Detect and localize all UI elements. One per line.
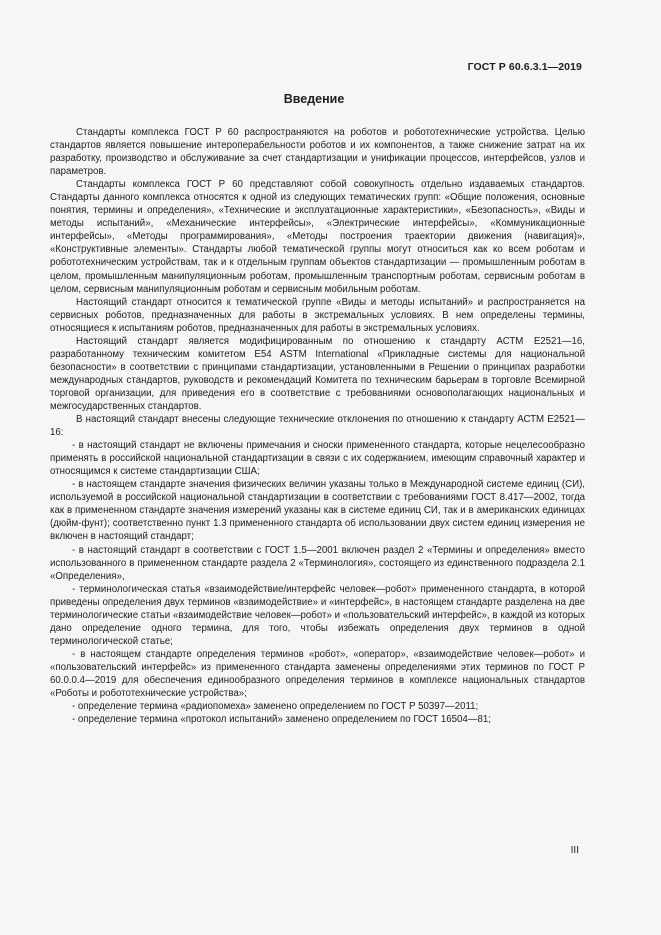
deviation-item: - определение термина «протокол испытаний» заменено определением по ГОСТ 16504—81;: [72, 714, 491, 726]
deviation-item: - в настоящий стандарт не включены примечания и сноски примененного стандарта, которые нецелесообразно применять в российской национальной стандартизации в связи с их содержанием, имеющим справочный характер и относящимся к системе стандартизации США;: [50, 440, 585, 478]
section-title: Введение: [283, 92, 345, 106]
section-body: [50, 126, 585, 726]
page-number: III: [570, 845, 579, 856]
deviation-item: - в настоящем стандарте значения физических величин указаны только в Международной системе единиц (СИ), используемой в российской национальной стандартизации в соответствии с требованиями ГОСТ 8.417—2002, тогда как в примененном стандарте значения измерений указаны как в системе единиц СИ, так и в американских единицах (дюйм-фунт); соответственно пункт 1.3 примененного стандарта об использовании двух систем единиц измерения не включен в настоящий стандарт;: [50, 479, 585, 543]
document-code: ГОСТ Р 60.6.3.1—2019: [467, 61, 582, 73]
paragraph: Настоящий стандарт является модифицированным по отношению к стандарту АСТМ E2521—16, разработанному техническим комитетом E54 ASTM International «Прикладные системы для национальной безопасности» в соответствии с принципами стандартизации, установленными в Решении о принципах разработки международных стандартов, руководств и рекомендаций Комитета по техническим барьерам в торговле Всемирной торговой организации, для приведения его в соответствие с требованиями основополагающих национальных и межгосударственных стандартов.: [50, 335, 585, 412]
deviation-item: - в настоящий стандарт в соответствии с ГОСТ 1.5—2001 включен раздел 2 «Термины и определения» вместо использованного в примененном стандарте раздела 2 «Терминология», состоящего из единственного подраздела 2.1 «Определения»,: [50, 544, 585, 582]
paragraph: Стандарты комплекса ГОСТ Р 60 представляют собой совокупность отдельно издаваемых стандартов. Стандарты данного комплекса относятся к одной из следующих тематических групп: «Общие положения, основные понятия, термины и определения», «Технические и эксплуатационные характеристики», «Безопасность», «Виды и методы испытаний», «Механические интерфейсы», «Электрические интерфейсы», «Коммуникационные интерфейсы», «Методы программирования», «Методы построения траектории движения (навигация)», «Конструктивные элементы». Стандарты любой тематической группы могут относиться как ко всем роботам и робототехническим устройствам, так и к отдельным группам объектов стандартизации — промышленным роботам в целом, промышленным манипуляционным роботам, промышленным транспортным роботам, сервисным роботам в целом, сервисным манипуляционным роботам и сервисным мобильным роботам.: [50, 179, 585, 295]
deviation-item: - определение термина «радиопомеха» заменено определением по ГОСТ Р 50397—2011;: [72, 701, 479, 713]
deviation-item: - в настоящем стандарте определения терминов «робот», «оператор», «взаимодействие человек—робот» и «пользовательский интерфейс» из примененного стандарта заменены определениями этих терминов по ГОСТ Р 60.0.0.4—2019 для обеспечения единообразного определения терминов в комплексе национальных стандартов «Роботы и робототехнические устройства»;: [50, 648, 585, 700]
paragraph: Стандарты комплекса ГОСТ Р 60 распространяются на роботов и робототехнические устройства. Целью стандартов является повышение интероперабельности роботов и их компонентов, а также снижение затрат на их разработку, производство и обслуживание за счет стандартизации и унификации процессов, интерфейсов, узлов и параметров.: [50, 127, 585, 178]
paragraph: В настоящий стандарт внесены следующие технические отклонения по отношению к стандарту АСТМ E2521—16:: [50, 414, 585, 439]
paragraph: Настоящий стандарт относится к тематической группе «Виды и методы испытаний» и распространяется на сервисных роботов, предназначенных для работы в экстремальных условиях. В нем определены термины, относящиеся к испытаниям роботов, предназначенных для работы в экстремальных условиях.: [50, 296, 585, 334]
deviation-item: - терминологическая статья «взаимодействие/интерфейс человек—робот» примененного стандарта, в которой приведены определения двух терминов «взаимодействие» и «интерфейс», в настоящем стандарте разделена на две терминологические статьи «взаимодействие человек—робот» и «пользовательский интерфейс», в каждой из которых дано определение одного термина, для того, чтобы избежать определения двух терминов в одной терминологической статье;: [50, 583, 585, 647]
